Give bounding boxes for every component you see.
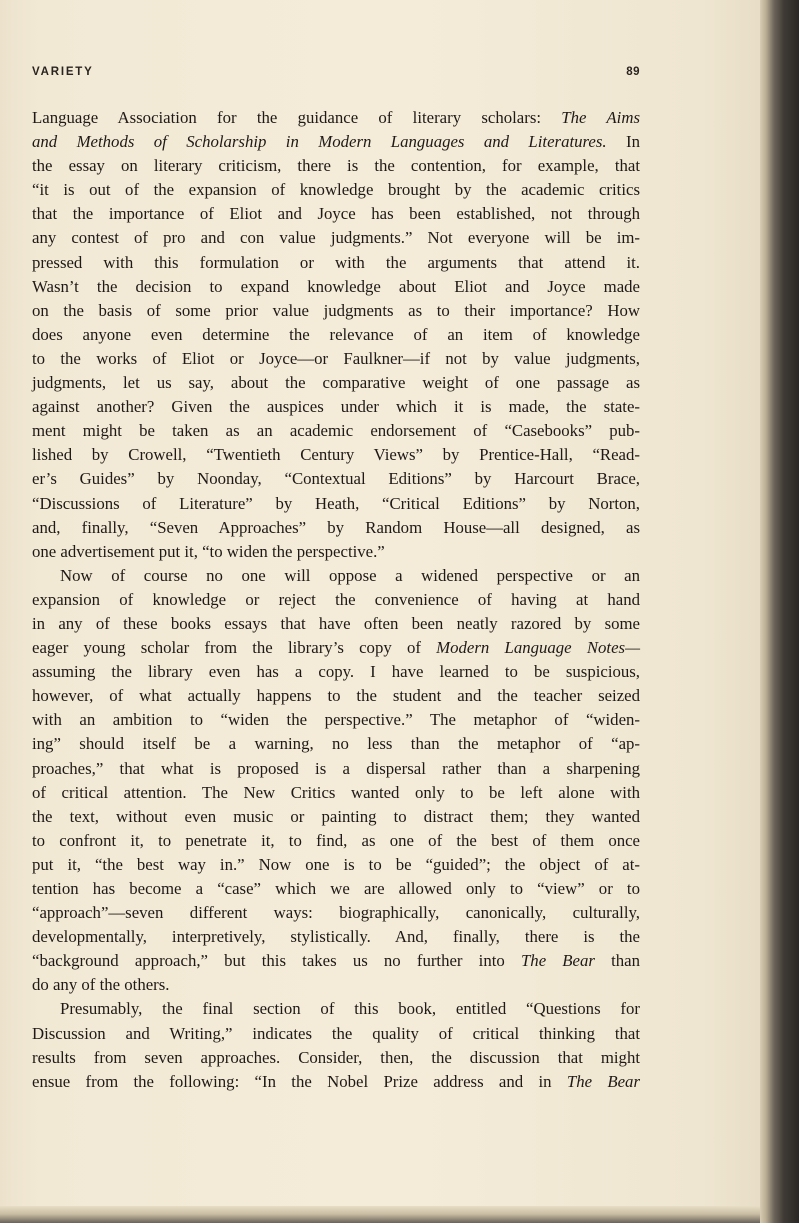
text-run: one advertisement put it, “to widen the perspective.” <box>32 541 385 561</box>
text-line <box>32 901 640 925</box>
running-head <box>32 66 640 84</box>
italic-title: The Aims <box>561 108 640 127</box>
text-line <box>32 275 640 299</box>
text-run: judgments, let us say, about the comparative weight of one passage as <box>32 373 640 393</box>
text-run: expansion of knowledge or reject the convenience of having at hand <box>32 589 640 609</box>
text-run: lished by Crowell, “Twentieth Century Views” by Prentice-Hall, “Read- <box>32 445 640 465</box>
text-run: ment might be taken as an academic endorsement of “Casebooks” pub- <box>32 421 640 441</box>
text-line <box>32 564 640 588</box>
text-run: Discussion and Writing,” indicates the quality of critical thinking that <box>32 1023 640 1043</box>
text-run: to the works of Eliot or Joyce—or Faulkner—if not by value judgments, <box>32 348 640 368</box>
text-line <box>32 492 640 516</box>
text-line <box>32 1070 640 1094</box>
text-run: however, of what actually happens to the student and the teacher seized <box>32 686 640 706</box>
italic-title: The Bear <box>566 1071 640 1091</box>
text-line <box>32 1022 640 1046</box>
text-line <box>32 684 640 708</box>
italic-title: The Bear <box>520 951 595 971</box>
text-line <box>32 829 640 853</box>
text-line <box>32 371 640 395</box>
text-run: “background approach,” but this takes us no further into <box>32 951 521 971</box>
section-title: VARIETY <box>32 66 94 78</box>
text-run: Wasn’t the decision to expand knowledge about Eliot and Joyce made <box>32 276 640 296</box>
book-binding-edge <box>760 0 799 1223</box>
text-run: Presumably, the final section of this book, entitled “Questions for <box>60 999 640 1019</box>
text-run: ensue from the following: “In the Nobel Prize address and in <box>32 1071 567 1091</box>
text-run: than <box>594 951 640 971</box>
text-line <box>32 612 640 636</box>
text-run: in any of these books essays that have often been neatly razored by some <box>32 613 640 633</box>
text-line <box>32 925 640 949</box>
text-line <box>32 997 640 1021</box>
text-run: “approach”—seven different ways: biographically, canonically, culturally, <box>32 903 640 923</box>
text-line <box>32 805 640 829</box>
text-line <box>32 299 640 323</box>
text-line <box>32 178 640 202</box>
text-run: any contest of pro and con value judgments.” Not everyone will be im- <box>32 228 640 248</box>
page-bottom-edge <box>0 1206 760 1223</box>
text-run: does anyone even determine the relevance of an item of knowledge <box>32 324 640 344</box>
body-text <box>32 106 640 1094</box>
text-line <box>32 154 640 178</box>
text-line <box>32 588 640 612</box>
text-run: the text, without even music or painting to distract them; they wanted <box>32 806 640 826</box>
text-line <box>32 106 640 130</box>
text-line <box>32 540 640 564</box>
text-line <box>32 949 640 973</box>
text-line <box>32 467 640 491</box>
text-run: eager young scholar from the library’s copy of <box>32 638 437 658</box>
text-run: and, finally, “Seven Approaches” by Random House—all designed, as <box>32 517 640 537</box>
italic-title: and Methods of Scholarship in Modern Languages and Literatures. <box>32 132 607 152</box>
text-line <box>32 443 640 467</box>
text-line <box>32 708 640 732</box>
text-run: pressed with this formulation or with the arguments that attend it. <box>32 252 640 272</box>
text-run: with an ambition to “widen the perspective.” The metaphor of “widen- <box>32 710 640 730</box>
text-run: “Discussions of Literature” by Heath, “Critical Editions” by Norton, <box>32 493 640 513</box>
text-run: In <box>606 132 640 152</box>
text-run: do any of the others. <box>32 975 170 995</box>
italic-title: Modern Language Notes— <box>436 638 640 658</box>
text-line <box>32 660 640 684</box>
text-line <box>32 347 640 371</box>
text-run: put it, “the best way in.” Now one is to be “guided”; the object of at- <box>32 854 640 874</box>
text-line <box>32 251 640 275</box>
text-run: Language Association for the guidance of literary scholars: <box>32 108 562 127</box>
text-line <box>32 1046 640 1070</box>
text-run: er’s Guides” by Noonday, “Contextual Editions” by Harcourt Brace, <box>32 469 640 489</box>
text-run: against another? Given the auspices under which it is made, the state- <box>32 397 640 417</box>
text-run: to confront it, to penetrate it, to find, as one of the best of them once <box>32 830 640 850</box>
text-line <box>32 732 640 756</box>
text-line <box>32 226 640 250</box>
text-run: results from seven approaches. Consider, then, the discussion that might <box>32 1047 640 1067</box>
text-line <box>32 973 640 997</box>
text-run: “it is out of the expansion of knowledge brought by the academic critics <box>32 180 640 200</box>
text-line <box>32 202 640 226</box>
text-line <box>32 877 640 901</box>
text-line <box>32 636 640 660</box>
text-line <box>32 853 640 877</box>
text-run: proaches,” that what is proposed is a dispersal rather than a sharpening <box>32 758 640 778</box>
text-run: Now of course no one will oppose a widened perspective or an <box>60 565 640 585</box>
text-run: on the basis of some prior value judgments as to their importance? How <box>32 300 640 320</box>
text-run: ing” should itself be a warning, no less than the metaphor of “ap- <box>32 734 640 754</box>
text-line <box>32 516 640 540</box>
text-line <box>32 323 640 347</box>
text-run: of critical attention. The New Critics wanted only to be left alone with <box>32 782 640 802</box>
text-run: that the importance of Eliot and Joyce has been established, not through <box>32 204 640 224</box>
text-line <box>32 757 640 781</box>
text-line <box>32 781 640 805</box>
text-line <box>32 419 640 443</box>
text-line <box>32 130 640 154</box>
text-line <box>32 395 640 419</box>
text-run: the essay on literary criticism, there is the contention, for example, that <box>32 156 640 176</box>
page-number: 89 <box>626 66 640 78</box>
text-run: developmentally, interpretively, stylistically. And, finally, there is the <box>32 927 640 947</box>
text-run: assuming the library even has a copy. I have learned to be suspicious, <box>32 662 640 682</box>
text-run: tention has become a “case” which we are allowed only to “view” or to <box>32 879 640 898</box>
